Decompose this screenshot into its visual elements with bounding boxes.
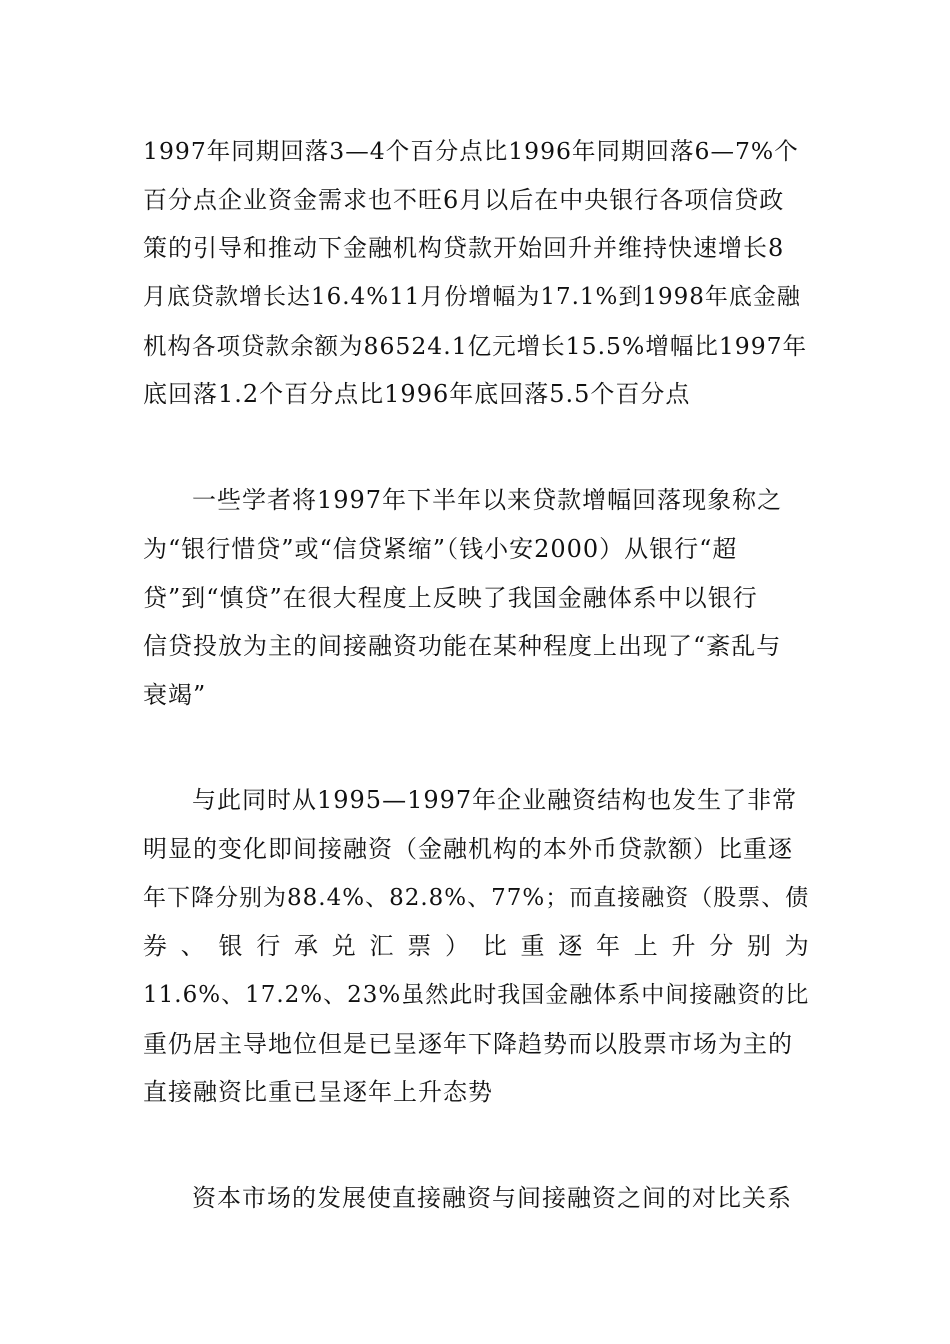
paragraph-3-line-3: 年下降分别为88.4%、82.8%、77%；而直接融资（股票、债 [143,885,810,911]
paragraph-3-line-7: 直接融资比重已呈逐年上升态势 [143,1078,493,1106]
paragraph-3-line-5: 11.6%、17.2%、23%虽然此时我国金融体系中间接融资的比 [143,982,810,1008]
paragraph-2-line-2: 为“银行惜贷”或“信贷紧缩”（钱小安2000）从银行“超 [143,535,738,563]
paragraph-1-line-1: 1997年同期回落3—4个百分点比1996年同期回落6—7%个 [143,137,799,165]
paragraph-3-line-6: 重仍居主导地位但是已呈逐年下降趋势而以股票市场为主的 [143,1030,793,1058]
paragraph-4-line-1: 资本市场的发展使直接融资与间接融资之间的对比关系 [192,1184,792,1212]
paragraph-1-line-4: 月底贷款增长达16.4%11月份增幅为17.1%到1998年底金融 [143,284,801,310]
paragraph-1-line-5: 机构各项贷款余额为86524.1亿元增长15.5%增幅比1997年 [143,332,808,360]
paragraph-1-line-6: 底回落1.2个百分点比1996年底回落5.5个百分点 [143,380,691,408]
paragraph-2-line-3: 贷”到“慎贷”在很大程度上反映了我国金融体系中以银行 [143,584,758,612]
paragraph-2-line-5: 衰竭” [143,681,207,709]
paragraph-3-line-4: 券 、 银 行 承 兑 汇 票 ） 比 重 逐 年 上 升 分 别 为 [143,932,810,960]
paragraph-3-line-2: 明显的变化即间接融资（金融机构的本外币贷款额）比重逐 [143,835,793,863]
paragraph-1-line-2: 百分点企业资金需求也不旺6月以后在中央银行各项信贷政 [143,186,785,214]
paragraph-1-line-3: 策的引导和推动下金融机构贷款开始回升并维持快速增长8 [143,234,785,262]
paragraph-3-line-1: 与此同时从1995—1997年企业融资结构也发生了非常 [192,786,798,814]
paragraph-2-line-4: 信贷投放为主的间接融资功能在某种程度上出现了“紊乱与 [143,632,782,660]
paragraph-2-line-1: 一些学者将1997年下半年以来贷款增幅回落现象称之 [192,486,783,514]
